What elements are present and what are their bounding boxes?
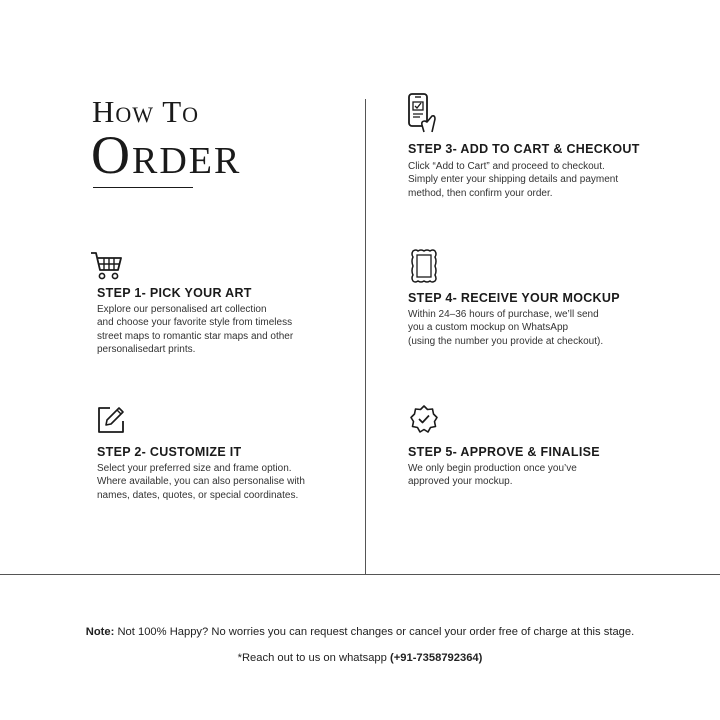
note-message: Not 100% Happy? No worries you can request changes or cancel your order free of charge at this stage. [114,626,635,638]
whatsapp-number: (+91-7358792364) [390,652,483,664]
title-line-how-to: How To [92,94,200,129]
note-text [0,626,720,638]
contact-text [0,652,720,664]
shopping-cart-icon [90,250,124,282]
step-1-description: Explore our personalised art collection and choose your favorite style from timeless street maps to romantic star maps and other personalisedart prints. [97,304,294,356]
step-3-description: Click “Add to Cart” and proceed to checkout. Simply enter your shipping details and payment method, then confirm your order. [408,161,619,199]
step-3-title: STEP 3- ADD TO CART & CHECKOUT [408,142,640,156]
vertical-divider [365,99,366,574]
step-4-title: STEP 4- RECEIVE YOUR MOCKUP [408,291,620,305]
title-underline [93,187,193,188]
step-5-title: STEP 5- APPROVE & FINALISE [408,445,600,459]
step-2-description: Select your preferred size and frame option. Where available, you can also personalise with names, dates, quotes, or special coordinates. [97,463,305,501]
step-1-title: STEP 1- PICK YOUR ART [97,286,252,300]
step-5-description: We only begin production once you’ve approved your mockup. [408,463,577,488]
note-label: Note: [85,626,115,638]
horizontal-divider [0,574,720,575]
step-4-description: Within 24–36 hours of purchase, we’ll send you a custom mockup on WhatsApp (using the number you provide at checkout). [408,309,604,347]
title-line-order: Order [91,125,242,185]
step-2-title: STEP 2- CUSTOMIZE IT [97,445,242,459]
edit-icon [96,405,126,435]
contact-message: *Reach out to us on whatsapp [237,652,390,664]
phone-checkout-icon [406,92,438,134]
picture-frame-icon [410,248,438,284]
verified-badge-icon [409,404,439,434]
